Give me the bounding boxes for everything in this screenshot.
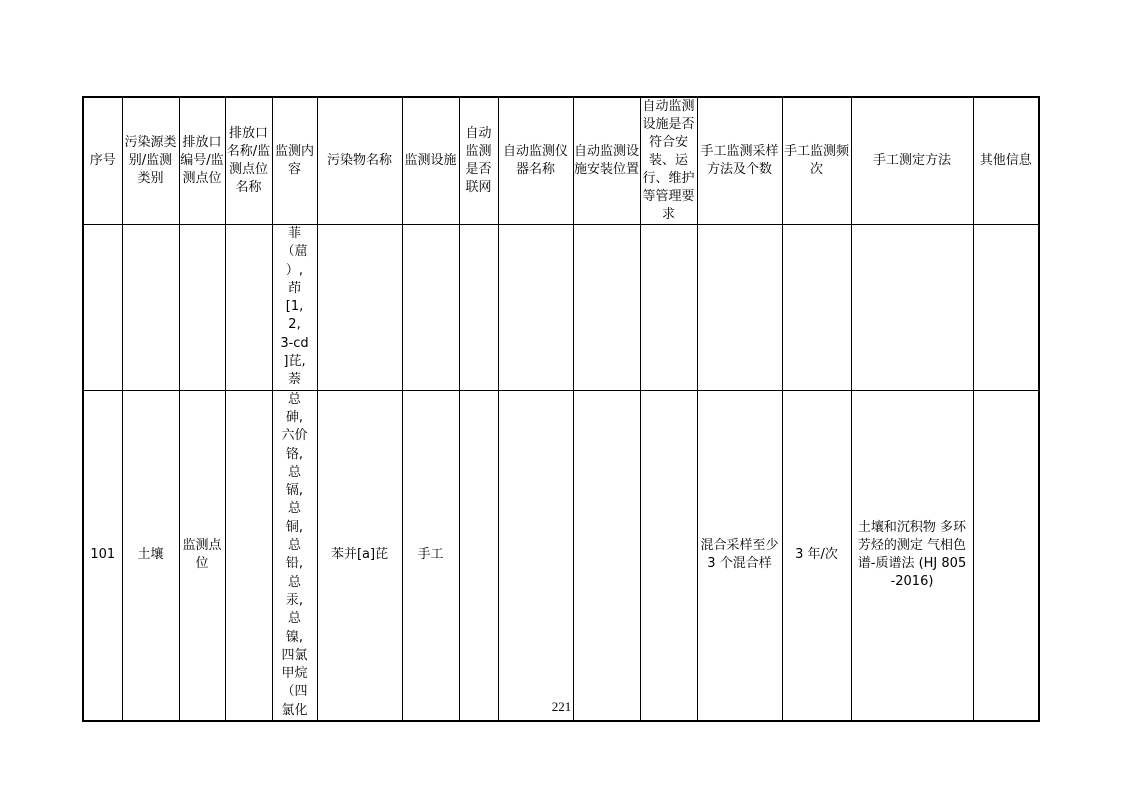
cell-auto-compliant bbox=[640, 225, 697, 391]
cell-manual-method: 土壤和沉积物 多环芳烃的测定 气相色谱-质谱法 (HJ 805-2016) bbox=[851, 390, 973, 721]
cell-content bbox=[272, 390, 317, 721]
cell-other bbox=[973, 390, 1039, 721]
cell-facility bbox=[402, 225, 459, 391]
table-row bbox=[83, 225, 1039, 391]
cell-auto-instrument bbox=[498, 225, 573, 391]
cell-point-name bbox=[225, 225, 272, 391]
monitoring-table bbox=[82, 96, 1040, 722]
header-auto-networked: 自动监测是否联网 bbox=[459, 97, 498, 225]
cell-other bbox=[973, 225, 1039, 391]
cell-manual-method bbox=[851, 225, 973, 391]
header-point-id: 排放口编号/监测点位 bbox=[179, 97, 225, 225]
cell-manual-sampling bbox=[697, 225, 782, 391]
cell-content bbox=[272, 225, 317, 391]
cell-auto-location bbox=[573, 225, 640, 391]
page-number: 221 bbox=[551, 699, 572, 714]
cell-auto-compliant bbox=[640, 390, 697, 721]
cell-manual-frequency: 3 年/次 bbox=[782, 390, 851, 721]
header-other: 其他信息 bbox=[973, 97, 1039, 225]
content-text: 菲 （䓛 ）,茚 [1, 2, 3-cd ]芘, 萘 bbox=[280, 226, 309, 388]
cell-auto-networked bbox=[459, 225, 498, 391]
cell-auto-location bbox=[573, 390, 640, 721]
header-seq: 序号 bbox=[83, 97, 122, 225]
cell-facility: 手工 bbox=[402, 390, 459, 721]
cell-manual-frequency bbox=[782, 225, 851, 391]
table-header-row bbox=[83, 97, 1039, 225]
cell-point-name bbox=[225, 390, 272, 721]
header-category: 污染源类别/监测类别 bbox=[122, 97, 179, 225]
header-auto-location: 自动监测设施安装位置 bbox=[573, 97, 640, 225]
cell-point-id: 监测点位 bbox=[179, 390, 225, 721]
header-manual-sampling: 手工监测采样方法及个数 bbox=[697, 97, 782, 225]
cell-auto-networked bbox=[459, 390, 498, 721]
cell-auto-instrument bbox=[498, 390, 573, 721]
header-auto-compliant: 自动监测设施是否符合安装、运行、维护等管理要求 bbox=[640, 97, 697, 225]
cell-pollutant: 苯并[a]芘 bbox=[317, 390, 402, 721]
content-text: 总 砷, 六价 铬, 总 镉, 总 铜, 总 铅, 总 汞, 总 镍, 四氯 甲烷 （四 氯化 bbox=[281, 391, 308, 718]
header-auto-instrument: 自动监测仪器名称 bbox=[498, 97, 573, 225]
header-pollutant: 污染物名称 bbox=[317, 97, 402, 225]
header-point-name: 排放口名称/监测点位名称 bbox=[225, 97, 272, 225]
cell-point-id bbox=[179, 225, 225, 391]
cell-category bbox=[122, 225, 179, 391]
table-row bbox=[83, 390, 1039, 721]
header-manual-method: 手工测定方法 bbox=[851, 97, 973, 225]
cell-pollutant bbox=[317, 225, 402, 391]
header-manual-frequency: 手工监测频次 bbox=[782, 97, 851, 225]
header-facility: 监测设施 bbox=[402, 97, 459, 225]
cell-category: 土壤 bbox=[122, 390, 179, 721]
cell-manual-sampling: 混合采样至少 3 个混合样 bbox=[697, 390, 782, 721]
cell-seq bbox=[83, 225, 122, 391]
header-content: 监测内容 bbox=[272, 97, 317, 225]
cell-seq: 101 bbox=[83, 390, 122, 721]
